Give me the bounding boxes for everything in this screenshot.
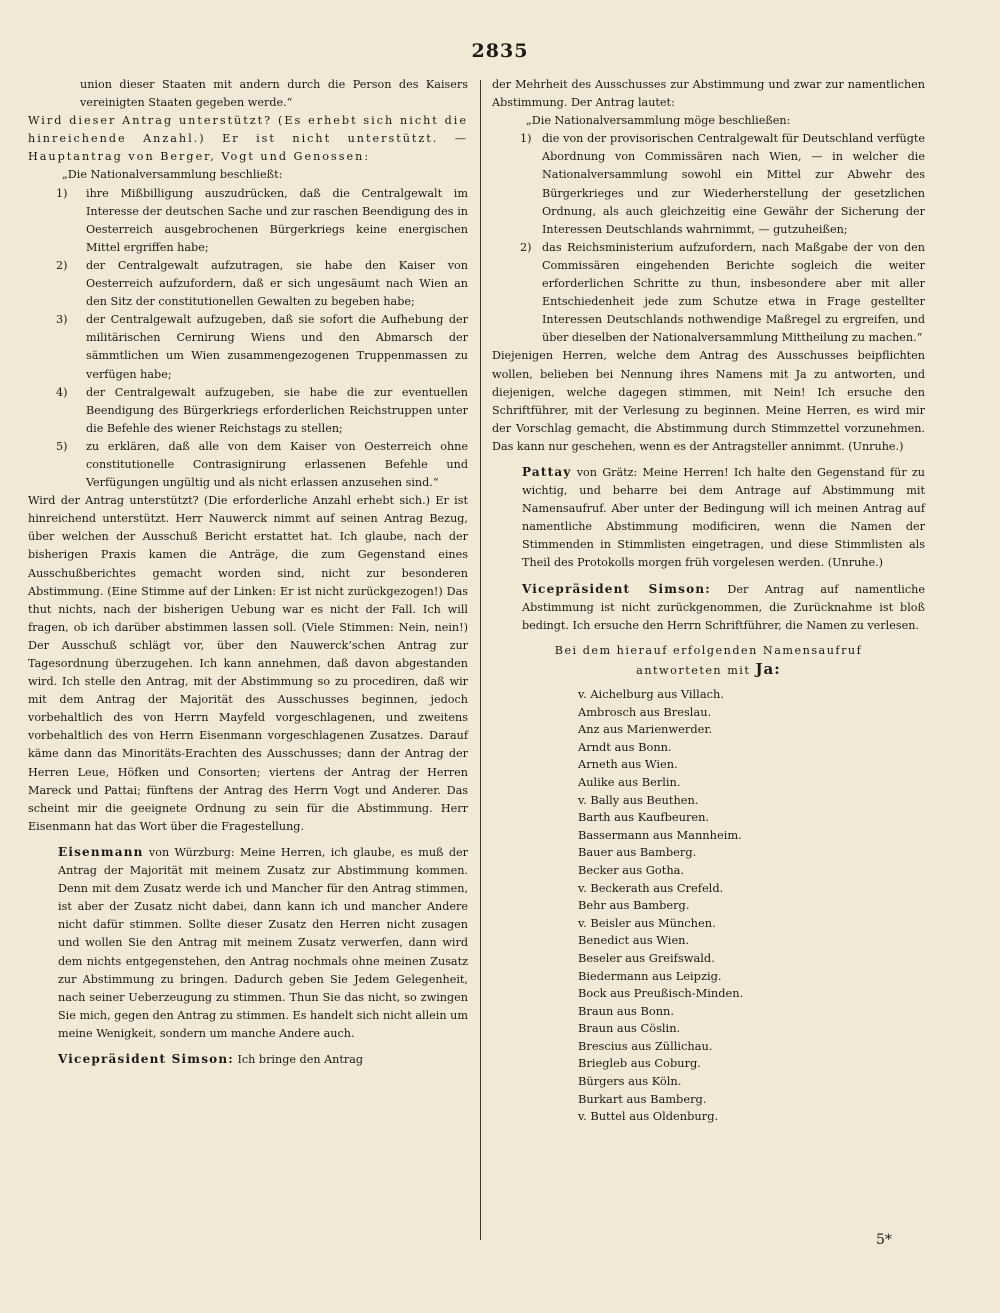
item-text: die von der provisorischen Centralgewalt für Deutschland verfügte Abordnung von Commissären nach Wien, — in welcher die Nationalversammlung sowohl ein Mittel zur Abwehr des Bürgerkrieges und zur Wiederherstellung der gesetzlichen Ordnung, als auch gleichzeitig eine Gewähr der Sicherung der Interessen Deutschlands wahrnimmt, — gutzuheißen;	[542, 132, 925, 236]
speaker-name: Eisenmann	[58, 844, 144, 859]
item-number: 4)	[56, 385, 68, 399]
item-text: das Reichsministerium aufzufordern, nach Maßgabe der von den Commissären eingehenden Berichte sogleich die weiter erforderlichen Schritte zu thun, insbesondere aber mit aller Entschiedenheit jede zum Schutze etwa in Frage gestellter Interessen Deutschlands nothwendige Maßregel zu ergreifen, und über dieselben der Nationalversammlung Mittheilung zu machen.“	[542, 240, 925, 345]
name-entry: v. Bally aus Beuthen.	[578, 792, 699, 807]
name-entry: Bassermann aus Mannheim.	[578, 827, 742, 842]
item-number: 1)	[56, 186, 68, 200]
name-entry: Bock aus Preußisch-Minden.	[578, 986, 744, 1001]
paragraph: union dieser Staaten mit andern durch die Person des Kaisers vereinigten Staaten gegeben werde.“	[80, 78, 468, 110]
item-number: 2)	[56, 258, 68, 272]
name-entry: Arndt aus Bonn.	[578, 739, 672, 754]
names-list	[492, 686, 925, 1126]
name-entry: Anz aus Marienwerder.	[578, 722, 713, 737]
list-item	[28, 438, 468, 492]
signature-mark: 5*	[876, 1232, 892, 1248]
name-entry: Ambrosch aus Breslau.	[578, 704, 712, 719]
name-entry: Bauer aus Bamberg.	[578, 845, 697, 860]
paragraph: Wird der Antrag unterstützt? (Die erforderliche Anzahl erhebt sich.) Er ist hinreichend unterstützt. Herr Nauwerck nimmt auf seinen Antrag Bezug, über welchen der Ausschuß Bericht erstattet hat. Ich glaube, nach der bisherigen Praxis kamen die Anträge, die zum Gegenstand eines Ausschußberichtes gemacht worden sind, nicht zur besonderen Abstimmung. (Eine Stimme auf der Linken: Er ist nicht zurückgezogen!) Das thut nichts, nach der bisherigen Uebung war es nicht der Fall. Ich will fragen, ob ich darüber abstimmen lassen soll. (Viele Stimmen: Nein, nein!) Der Ausschuß schlägt vor, über den Nauwerck’schen Antrag zur Tagesordnung überzugehen. Ich kann annehmen, daß davon abgestanden wird. Ich stelle den Antrag, mit der Abstimmung so zu procediren, daß wir mit dem Antrag der Majorität des Ausschusses beginnen, jedoch vorbehaltlich des von Herrn Mayfeld vorgeschlagenen, und zweitens vorbehaltlich des von Herrn Eisenmann vorgeschlagenen Zusatzes. Darauf käme dann das Minoritäts-Erachten des Ausschusses; dann der Antrag der Herren Leue, Höfken und Consorten; viertens der Antrag der Herren Mareck und Pattai; fünftens der Antrag des Herrn Vogt und Anderer. Das scheint mir die geeignete Ordnung zu sein für die Abstimmung. Herr Eisenmann hat das Wort über die Fragestellung.	[28, 494, 468, 833]
name-entry: v. Beckerath aus Crefeld.	[578, 880, 724, 895]
left-column	[28, 76, 468, 1069]
list-item	[28, 384, 468, 438]
paragraph	[492, 463, 925, 573]
speech-text: Ich bringe den Antrag	[233, 1052, 364, 1066]
right-column	[492, 76, 925, 1126]
name-entry: Biedermann aus Leipzig.	[578, 968, 722, 983]
heading-ja: Ja:	[755, 659, 781, 678]
name-entry: v. Beisler aus München.	[578, 915, 716, 930]
column-divider	[480, 80, 481, 1240]
heading-text: antworteten mit	[636, 663, 751, 677]
name-entry: Briegleb aus Coburg.	[578, 1056, 701, 1071]
name-entry: Becker aus Gotha.	[578, 862, 685, 877]
item-number: 3)	[56, 313, 68, 327]
page-number: 2835	[471, 40, 529, 62]
name-entry: Bürgers aus Köln.	[578, 1074, 682, 1089]
list-item	[492, 130, 925, 239]
speaker-name: Pattay	[522, 464, 572, 479]
item-text: der Centralgewalt aufzutragen, sie habe den Kaiser von Oesterreich aufzufordern, daß er sich ungesäumt nach Wien an den Sitz der constitutionellen Gewalten zu begeben habe;	[86, 258, 468, 309]
roll-call-heading: Bei dem hierauf erfolgenden Namensaufruf	[554, 643, 863, 657]
roll-call-subheading	[492, 660, 925, 680]
name-entry: v. Buttel aus Oldenburg.	[578, 1109, 719, 1124]
paragraph	[28, 1050, 468, 1069]
quote-intro: „Die Nationalversammlung möge beschließen:	[526, 114, 791, 128]
name-entry: Aulike aus Berlin.	[578, 774, 681, 789]
item-number: 5)	[56, 439, 68, 453]
speech-text: von Grätz: Meine Herren! Ich halte den Gegenstand für zu wichtig, und beharre bei dem Antrage auf Abstimmung mit Namensaufruf. Aber unter der Bedingung will ich meinen Antrag auf namentliche Abstimmung modificiren, wenn die Namen der Stimmenden in Stimmlisten eingetragen, und diese Stimmlisten als Theil des Protokolls morgen früh vorgelesen werden. (Unruhe.)	[522, 465, 925, 570]
list-item	[492, 239, 925, 348]
speaker-name: Vicepräsident Simson:	[58, 1051, 234, 1066]
name-entry: Benedict aus Wien.	[578, 933, 690, 948]
item-number: 2)	[520, 240, 532, 254]
name-entry: Braun aus Bonn.	[578, 1003, 675, 1018]
name-entry: Beseler aus Greifswald.	[578, 950, 715, 965]
name-entry: v. Aichelburg aus Villach.	[578, 687, 724, 701]
list-item	[28, 257, 468, 311]
speech-text: von Würzburg: Meine Herren, ich glaube, es muß der Antrag der Majorität mit meinem Zusatz zur Abstimmung kommen. Denn mit dem Zusatz werde ich und Mancher für den Antrag stimmen, ist aber der Zusatz nicht dabei, dann kann ich und mancher Andere nicht dafür stimmen. Sollte dieser Zusatz den Herren nicht zusagen und wollen Sie den Antrag mit meinem Zusatz verwerfen, dann wird dem nichts entgegenstehen, den Antrag nochmals ohne meinen Zusatz zur Abstimmung zu bringen. Dadurch geben Sie Jedem Gelegenheit, nach seiner Ueberzeugung zu stimmen. Thun Sie das nicht, so zwingen Sie mich, gegen den Antrag zu stimmen. Es handelt sich nicht allein um meine Wenigkeit, sondern um manche Andere auch.	[58, 845, 468, 1040]
speech-text: Der Antrag auf namentliche Abstimmung ist nicht zurückgenommen, die Zurücknahme ist bloß bedingt. Ich ersuche den Herrn Schriftführer, die Namen zu verlesen.	[522, 582, 925, 632]
name-entry: Barth aus Kaufbeuren.	[578, 810, 710, 825]
name-entry: Brescius aus Züllichau.	[578, 1038, 713, 1053]
quote-intro: „Die Nationalversammlung beschließt:	[62, 168, 283, 182]
paragraph: Diejenigen Herren, welche dem Antrag des Ausschusses beipflichten wollen, belieben bei Nennung ihres Namens mit Ja zu antworten, und diejenigen, welche dagegen stimmen, mit Nein! Ich ersuche den Schriftführer, mit der Verlesung zu beginnen. Meine Herren, es wird mir der Vorschlag gemacht, die Abstimmung durch Stimmzettel vorzunehmen. Das kann nur geschehen, wenn es der Antragsteller annimmt. (Unruhe.)	[492, 349, 925, 453]
item-text: der Centralgewalt aufzugeben, daß sie sofort die Aufhebung der militärischen Cernirung Wiens und den Abmarsch der sämmtlichen um Wien zusammengezogenen Truppenmassen zu verfügen habe;	[86, 313, 468, 381]
paragraph: Wird dieser Antrag unterstützt? (Es erhebt sich nicht die hinreichende Anzahl.) Er ist nicht unterstützt. — Hauptantrag von Berger, Vogt und Genossen:	[28, 114, 468, 164]
paragraph	[492, 580, 925, 635]
item-text: ihre Mißbilligung auszudrücken, daß die Centralgewalt im Interesse der deutschen Sache und zur raschen Beendigung des in Oesterreich ausgebrochenen Bürgerkriegs keine energischen Mittel ergriffen habe;	[86, 186, 468, 254]
paragraph	[28, 843, 468, 1043]
name-entry: Arneth aus Wien.	[578, 757, 678, 772]
item-number: 1)	[520, 132, 532, 146]
paragraph: der Mehrheit des Ausschusses zur Abstimmung und zwar zur namentlichen Abstimmung. Der Antrag lautet:	[492, 78, 925, 110]
name-entry: Behr aus Bamberg.	[578, 898, 690, 913]
name-entry: Braun aus Cöslin.	[578, 1021, 681, 1036]
name-entry: Burkart aus Bamberg.	[578, 1091, 707, 1106]
speaker-name: Vicepräsident Simson:	[522, 581, 711, 596]
item-text: der Centralgewalt aufzugeben, sie habe die zur eventuellen Beendigung des Bürgerkriegs erforderlichen Reichstruppen unter die Befehle des wiener Reichstags zu stellen;	[86, 385, 468, 435]
item-text: zu erklären, daß alle von dem Kaiser von Oesterreich ohne constitutionelle Contrasignirung erlassenen Befehle und Verfügungen ungültig und als nicht erlassen anzusehen sind.“	[86, 439, 468, 490]
list-item	[28, 185, 468, 257]
list-item	[28, 311, 468, 383]
